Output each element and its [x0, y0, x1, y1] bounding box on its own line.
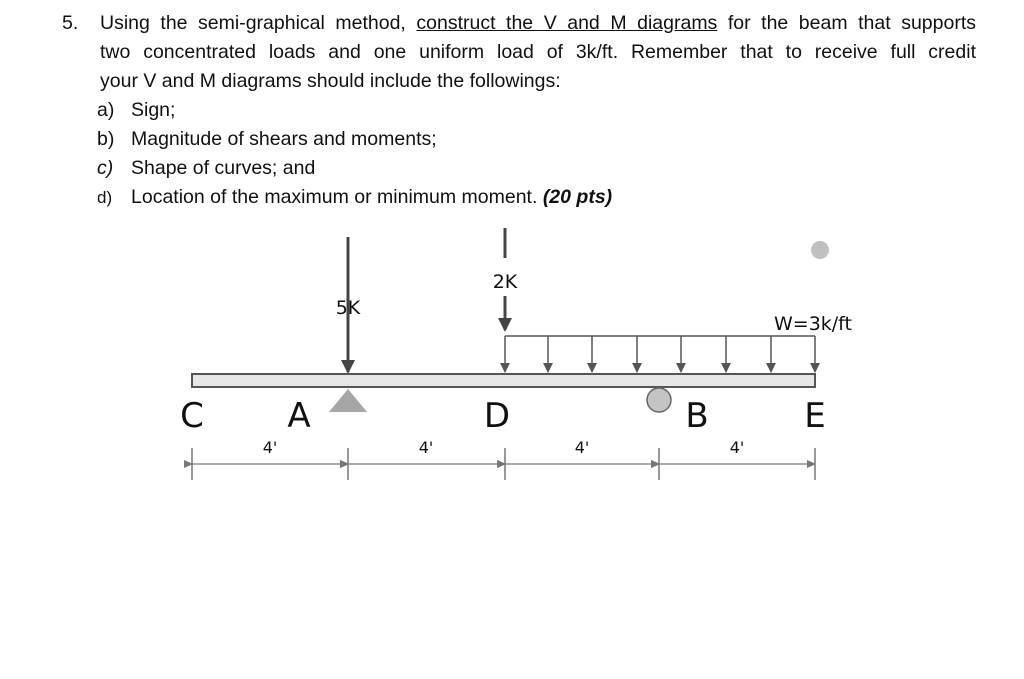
- decorative-dot: [811, 241, 829, 259]
- load-label-2k: 2K: [492, 271, 518, 293]
- list-item-letter: c): [97, 157, 114, 179]
- points-value: (20 pts): [542, 186, 613, 208]
- point-label-e: E: [804, 396, 826, 436]
- roller-support-icon: [647, 388, 671, 412]
- load-label-distributed: W=3k/ft: [773, 313, 853, 335]
- question-line-1-end: for the beam that supports: [717, 12, 976, 34]
- span-label-ca: 4': [262, 438, 278, 457]
- load-label-5k: 5K: [335, 297, 361, 319]
- span-label-db: 4': [574, 438, 590, 457]
- distributed-load-arrows: [505, 336, 815, 372]
- list-item-text: Sign;: [131, 99, 176, 121]
- list-item-letter: d): [97, 188, 113, 207]
- point-label-b: B: [685, 396, 709, 436]
- question-number: 5.: [62, 12, 79, 34]
- list-item-text: Location of the maximum or minimum moment.: [131, 186, 543, 208]
- beam: [192, 374, 815, 387]
- point-label-a: A: [287, 396, 311, 436]
- list-item-letter: b): [97, 128, 115, 150]
- question-line-1-start: Using the semi-graphical method,: [100, 12, 417, 34]
- span-label-be: 4': [729, 438, 745, 457]
- list-item-letter: a): [97, 99, 115, 121]
- point-label-d: D: [483, 396, 511, 436]
- list-item-text: Shape of curves; and: [131, 157, 316, 179]
- list-item-text: Magnitude of shears and moments;: [131, 128, 437, 150]
- question-line-2: two concentrated loads and one uniform load of 3k/ft. Remember that to receive full credit: [100, 41, 976, 63]
- pin-support-icon: [329, 389, 367, 412]
- span-label-ad: 4': [418, 438, 434, 457]
- point-label-c: C: [180, 396, 204, 436]
- question-underlined-phrase: construct the V and M diagrams: [416, 12, 718, 34]
- question-line-3: your V and M diagrams should include the followings:: [100, 70, 561, 92]
